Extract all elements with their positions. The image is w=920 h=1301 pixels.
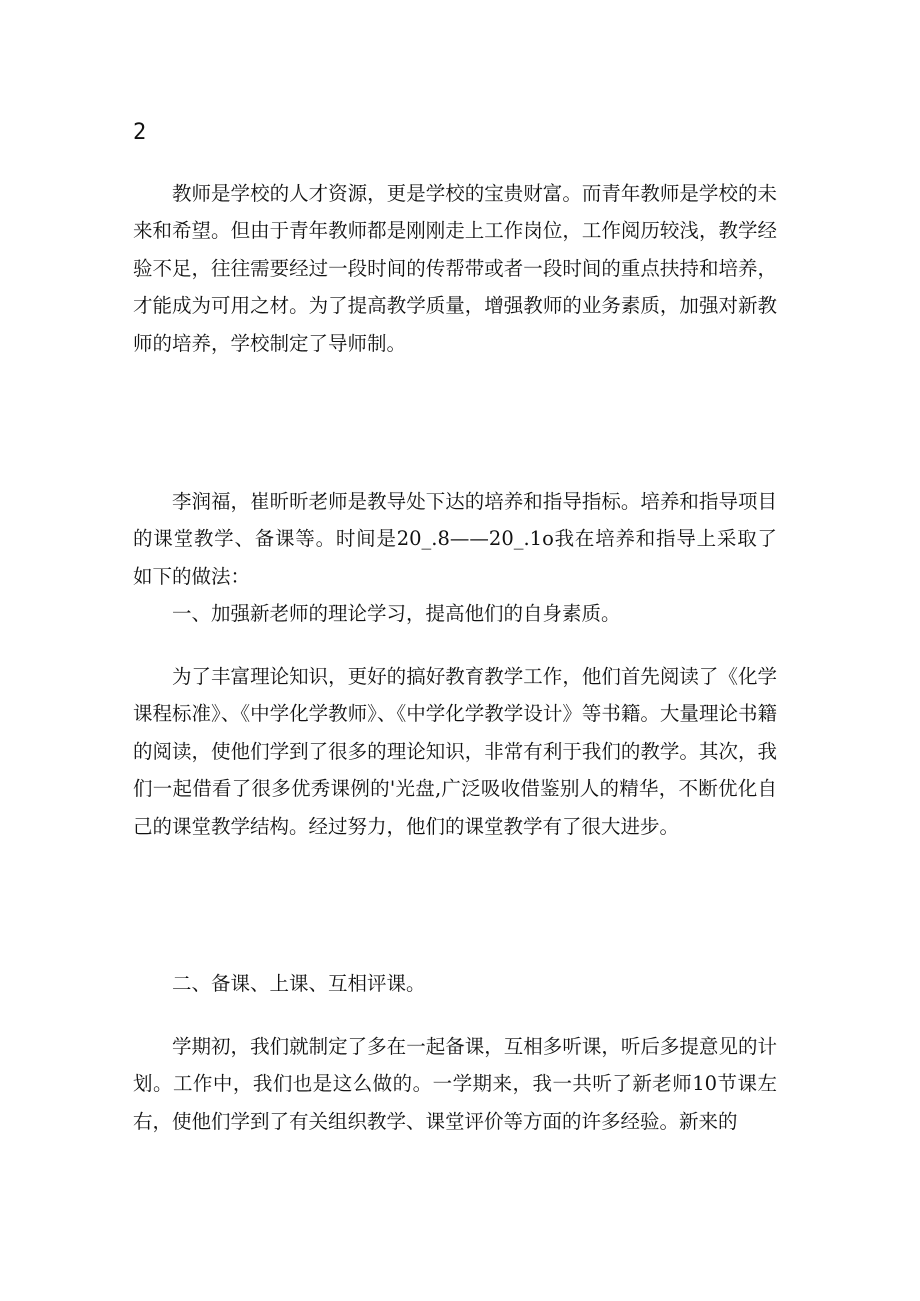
section-heading-theory-study: 一、加强新老师的理论学习，提高他们的自身素质。	[172, 602, 621, 625]
paragraph-mentees: 李润福，崔昕昕老师是教导处下达的培养和指导指标。培养和指导项目的课堂教学、备课等。时间是20_.8——20_.1o我在培养和指导上采取了如下的做法：	[133, 490, 777, 588]
paragraph-intro: 教师是学校的人才资源，更是学校的宝贵财富。而青年教师是学校的未来和希望。但由于青年教师都是刚刚走上工作岗位，工作阅历较浅，教学经验不足，往往需要经过一段时间的传帮带或者一段时间的重点扶持和培养，才能成为可用之材。为了提高教学质量，增强教师的业务素质，加强对新教师的培养，学校制定了导师制。	[133, 182, 777, 355]
section-heading-lesson-prep: 二、备课、上课、互相评课。	[172, 972, 426, 995]
paragraph-lesson-prep: 学期初，我们就制定了多在一起备课，互相多听课，听后多提意见的计划。工作中，我们也是这么做的。一学期来，我一共听了新老师10节课左右，使他们学到了有关组织教学、课堂评价等方面的许多经验。新来的	[133, 1035, 777, 1133]
paragraph-theory-study: 为了丰富理论知识，更好的搞好教育教学工作，他们首先阅读了《化学课程标准》、《中学化学教师》、《中学化学教学设计》等书籍。大量理论书籍的阅读，使他们学到了很多的理论知识，非常有利于我们的教学。其次，我们一起借看了很多优秀课例的'光盘,广泛吸收借鉴别人的精华，不断优化自己的课堂教学结构。经过努力，他们的课堂教学有了很大进步。	[133, 665, 777, 838]
page-number: 2	[133, 120, 147, 145]
